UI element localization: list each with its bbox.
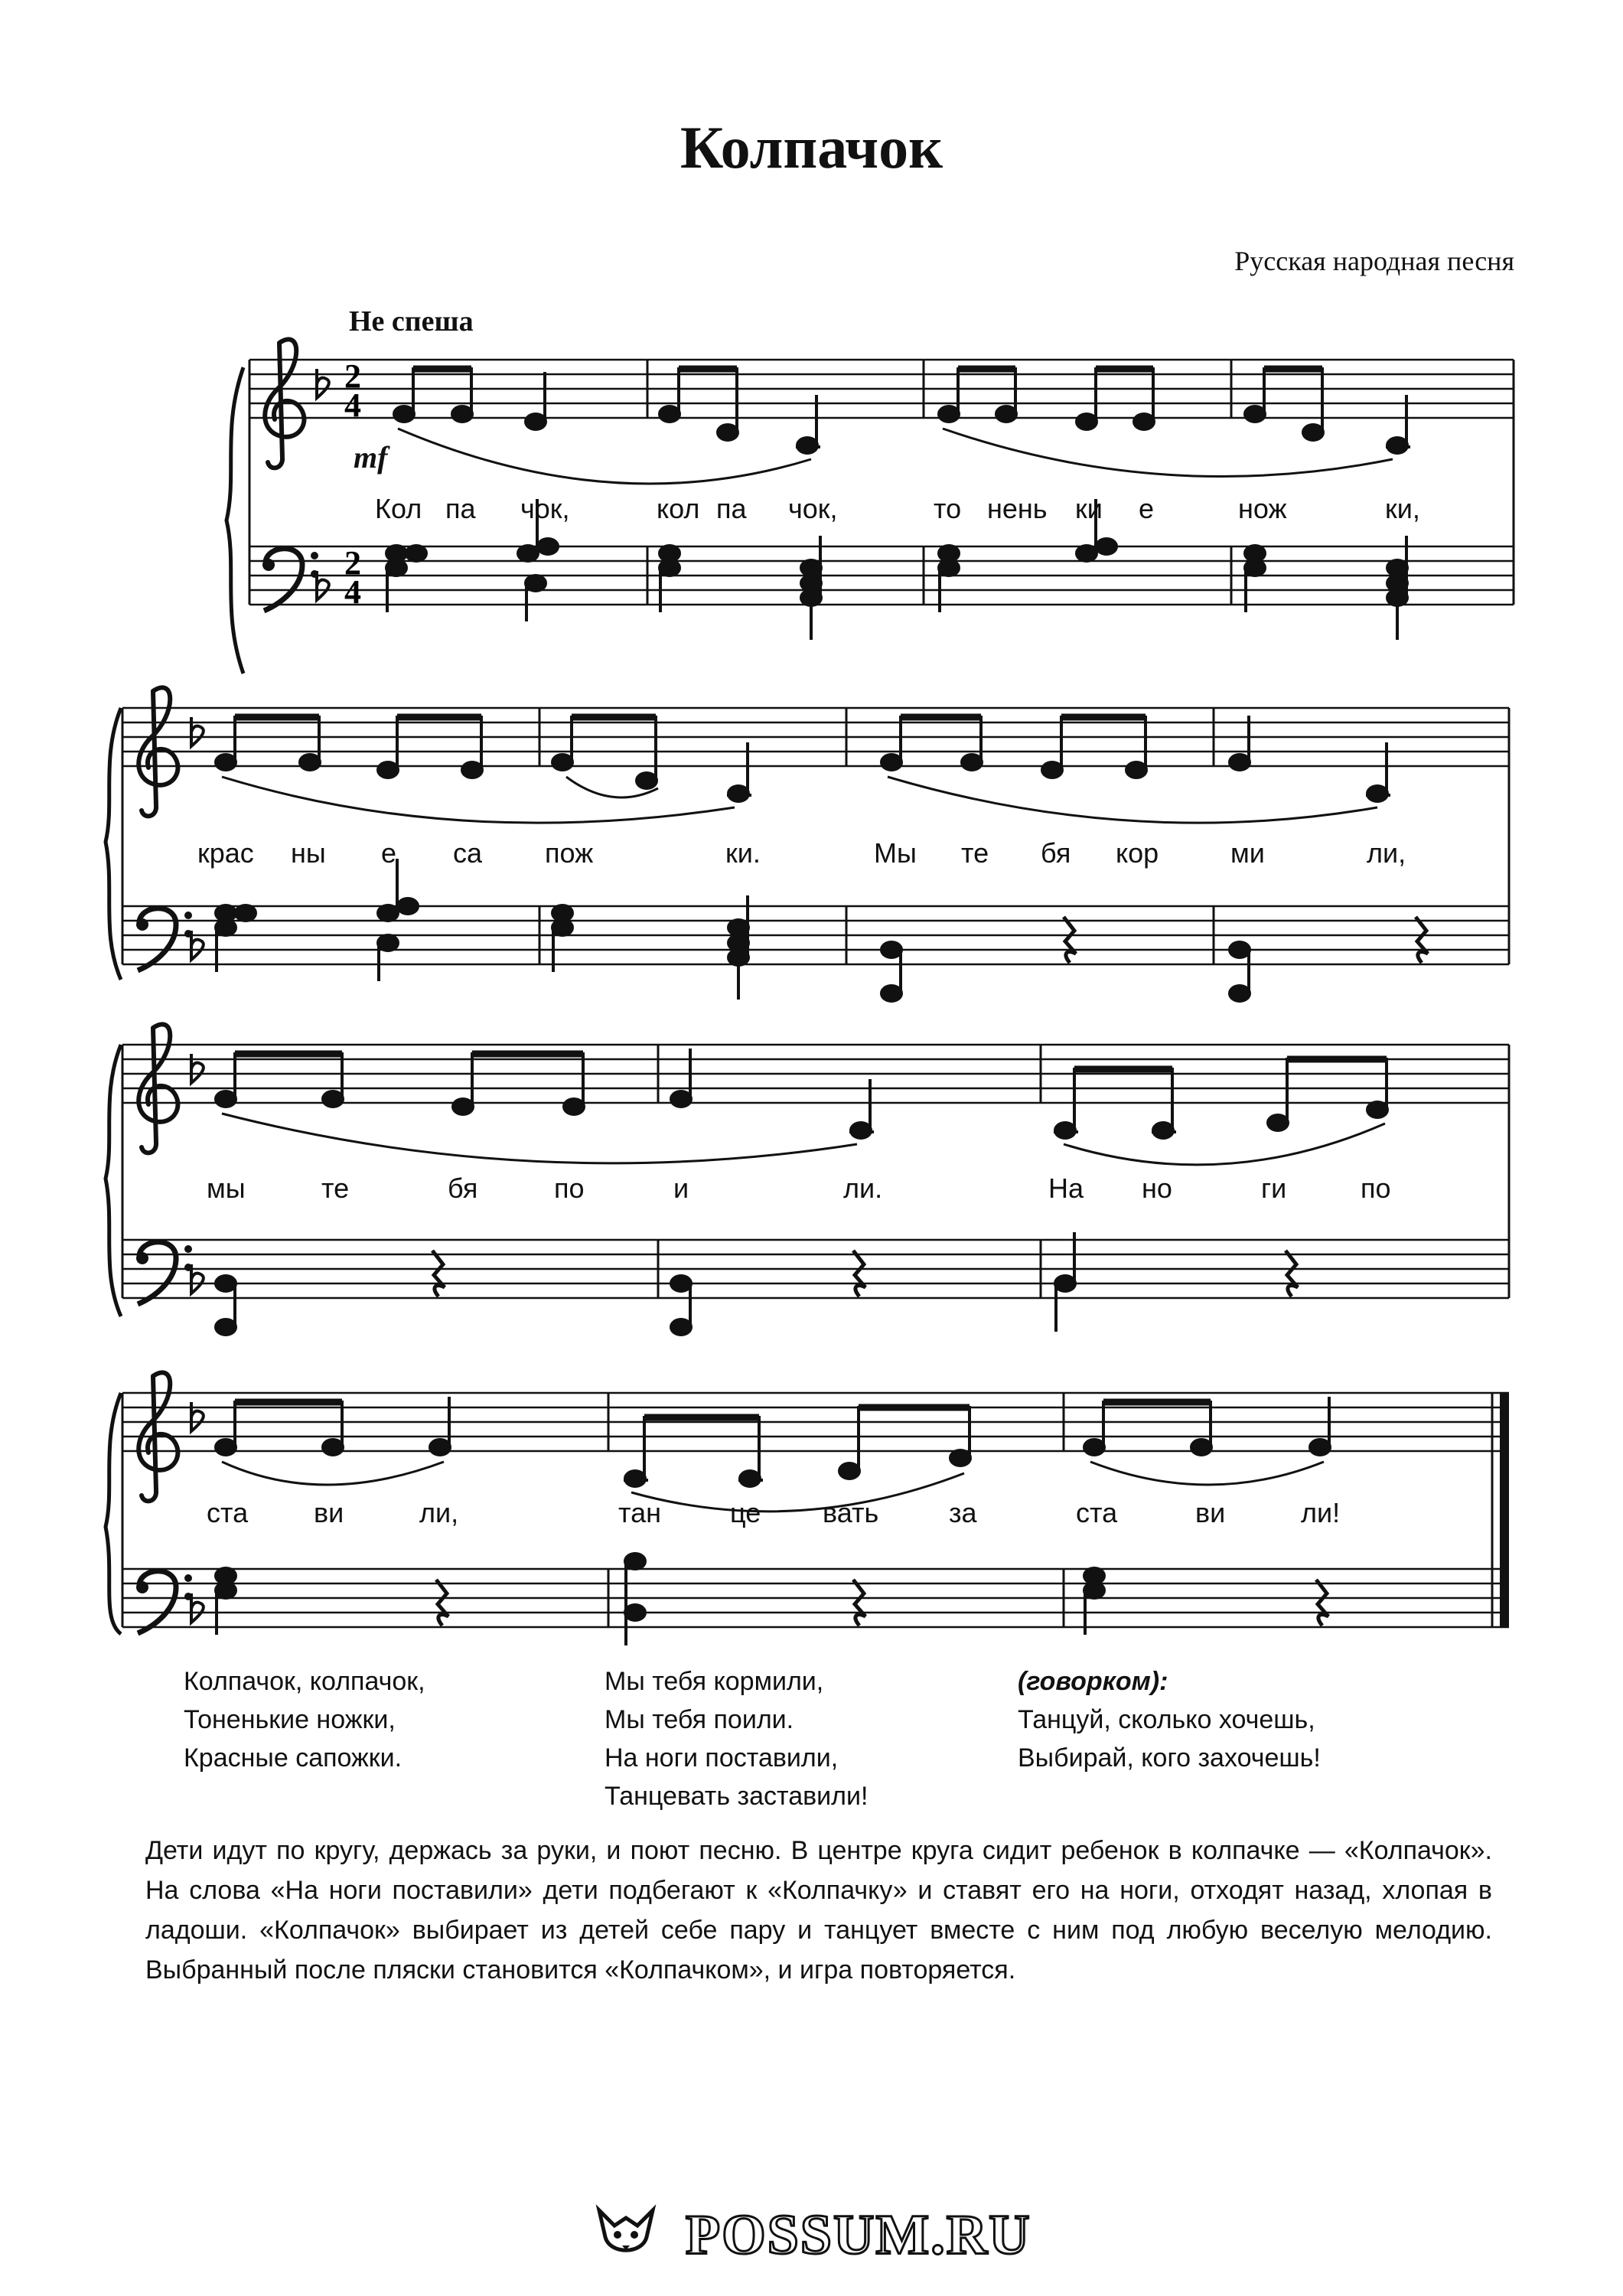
lyric-syllable: са <box>453 837 483 869</box>
site-name: POSSUM.RU <box>685 2203 1031 2267</box>
lyric-syllable: ста <box>1076 1497 1118 1528</box>
svg-text:2: 2 <box>344 544 361 582</box>
lyric-syllable: кор <box>1116 837 1159 869</box>
svg-text:4: 4 <box>344 573 361 611</box>
lyric-syllable: е <box>381 837 397 869</box>
lyric-syllable: ста <box>207 1497 249 1528</box>
lyric-syllable: пож <box>545 837 594 869</box>
lyric-syllable: ны <box>291 837 326 869</box>
svg-text:2: 2 <box>344 357 361 395</box>
lyric-syllable: но <box>1142 1172 1172 1204</box>
verse-line: Колпачок, колпачок, <box>184 1667 425 1696</box>
tempo-marking: Не спеша <box>349 305 474 338</box>
lyric-syllable: вать <box>823 1497 879 1528</box>
lyric-syllable: бя <box>1041 837 1071 869</box>
lyric-syllable: нень <box>987 493 1048 524</box>
verse-column-3 <box>1018 1662 1321 1777</box>
lyric-syllable: е <box>1139 493 1155 524</box>
verse-line: Тоненькие ножки, <box>184 1705 396 1734</box>
lyric-syllable: ви <box>314 1497 344 1528</box>
lyric-syllable: ки, <box>1385 493 1420 524</box>
lyric-syllable: ли. <box>843 1172 883 1204</box>
possum-head-icon <box>592 2203 660 2278</box>
lyric-syllable: ми <box>1230 837 1265 869</box>
system-3 <box>106 1024 1509 1335</box>
verse-line: Мы тебя кормили, <box>605 1667 824 1696</box>
lyric-syllable: це <box>730 1497 761 1528</box>
site-logo[interactable] <box>0 2203 1623 2278</box>
lyric-syllable: нож <box>1238 493 1287 524</box>
lyric-syllable: Кол <box>375 493 422 524</box>
lyric-syllable: бя <box>448 1172 478 1204</box>
verse-line: Выбирай, кого захочешь! <box>1018 1743 1321 1773</box>
lyric-syllable: па <box>716 493 747 524</box>
lyric-syllable: по <box>554 1172 585 1204</box>
lyric-syllable: по <box>1361 1172 1391 1204</box>
song-origin: Русская народная песня <box>1234 246 1514 276</box>
spoken-label: (говорком): <box>1018 1667 1168 1696</box>
lyric-syllable: ги <box>1261 1172 1287 1204</box>
lyric-syllable: мы <box>207 1172 246 1204</box>
verse-line: На ноги поставили, <box>605 1743 839 1773</box>
lyric-syllable: чок, <box>520 493 570 524</box>
game-description: Дети идут по кругу, держась за руки, и поют песню. В центре круга сидит ребенок в колпачке — «Колпачок». На слова «На ноги поставили» дети подбегают к «Колпачку» и ставят его на ноги, отходят назад, хлопая в ладоши. «Колпачок» выбирает из детей себе пару и танцует вместе с ним под любую веселую мелодию. Выбранный после пляски становится «Колпачком», и игра повторяется. <box>145 1836 1492 1985</box>
lyric-syllable: тан <box>618 1497 661 1528</box>
lyric-syllable: те <box>961 837 989 869</box>
verse-line: Красные сапожки. <box>184 1743 402 1773</box>
lyric-syllable: На <box>1048 1172 1084 1204</box>
svg-text:4: 4 <box>344 386 361 424</box>
verse-line: Танцевать заставили! <box>605 1782 869 1811</box>
lyric-syllable: ви <box>1195 1497 1226 1528</box>
lyric-syllable: то <box>934 493 962 524</box>
lyric-syllable: ки. <box>725 837 761 869</box>
lyric-syllable: чок, <box>788 493 838 524</box>
lyric-syllable: Мы <box>874 837 917 869</box>
verse-column-2 <box>605 1662 868 1815</box>
lyric-syllable: те <box>321 1172 350 1204</box>
dynamic-marking: mf <box>354 440 388 475</box>
lyric-syllable: ли, <box>419 1497 459 1528</box>
verse-column-1 <box>184 1662 425 1777</box>
lyric-syllable: крас <box>197 837 254 869</box>
lyric-syllable: ли! <box>1301 1497 1341 1528</box>
verse-line: Мы тебя поили. <box>605 1705 794 1734</box>
lyric-syllable: за <box>949 1497 977 1528</box>
lyric-syllable: ли, <box>1367 837 1406 869</box>
verse-line: Танцуй, сколько хочешь, <box>1018 1705 1315 1734</box>
lyric-syllable: кол <box>657 493 700 524</box>
song-title: Колпачок <box>680 114 943 181</box>
lyric-syllable: па <box>445 493 476 524</box>
lyric-syllable: и <box>673 1172 689 1204</box>
lyric-syllable: ки <box>1075 493 1103 524</box>
